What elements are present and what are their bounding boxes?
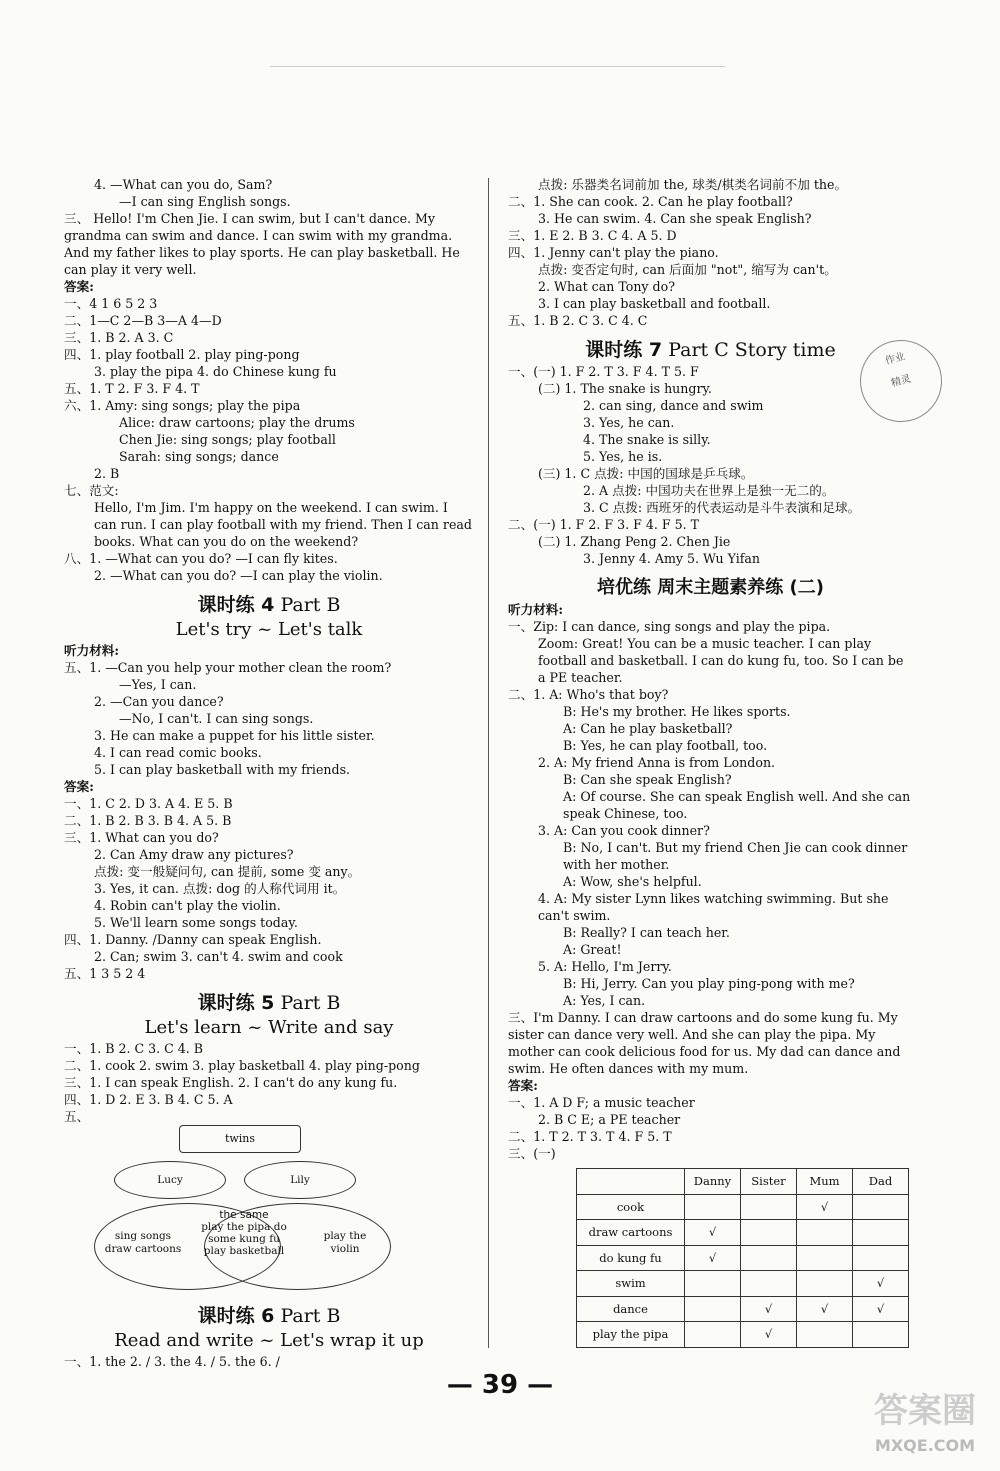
table-header-cell — [577, 1169, 685, 1195]
venn-diagram — [94, 1125, 424, 1295]
text-line: 五、1. T 2. F 3. F 4. T — [64, 381, 200, 396]
section-heading — [64, 990, 474, 1016]
table-row — [577, 1194, 909, 1220]
text-line: 二、1. T 2. T 3. T 4. F 5. T — [508, 1129, 672, 1144]
text-line: 2. Can Amy draw any pictures? — [94, 847, 294, 862]
text-line: 二、1. B 2. B 3. B 4. A 5. B — [64, 813, 232, 828]
text-line: 三、1. E 2. B 3. C 4. A 5. D — [508, 228, 677, 243]
text-line: 2. B C E; a PE teacher — [538, 1112, 681, 1127]
text-line: 五、1. B 2. C 3. C 4. C — [508, 313, 648, 328]
text-line: 听力材料: — [64, 643, 120, 658]
heading-en: Part B — [280, 1305, 341, 1327]
table-cell — [853, 1245, 909, 1271]
text-line: (三) 1. C 点拨: 中国的国球是乒乓球。 — [538, 466, 754, 481]
page-number: — 39 — — [446, 1370, 554, 1400]
paragraph: 三、I'm Danny. I can draw cartoons and do some kung fu. My sister can dance very well. And she can play the pipa. My mother can cook delicious food for us. My dad can dance and swim. He often dances with my mum. — [508, 1010, 901, 1076]
watermark-logo — [850, 1386, 1000, 1471]
heading-cn: 课时练 6 — [197, 1305, 275, 1327]
heading-en: Part C Story time — [668, 339, 836, 361]
table-cell — [853, 1220, 909, 1246]
table-row — [577, 1220, 909, 1246]
text-line: 3. Jenny 4. Amy 5. Wu Yifan — [583, 551, 761, 566]
table-header-cell: Mum — [797, 1169, 853, 1195]
paragraph: Hello, I'm Jim. I'm happy on the weekend. I can swim. I can run. I can play football with my friend. Then I can read books. What can you do on the weekend? — [94, 500, 472, 549]
text-line: 2. Can; swim 3. can't 4. swim and cook — [94, 949, 343, 964]
stamp-line1: 作业 — [884, 351, 907, 368]
section-subheading: Let's try ~ Let's talk — [175, 619, 363, 640]
text-line: 5. I can play basketball with my friends. — [94, 762, 351, 777]
watermark-small: MXQE.COM — [874, 1436, 976, 1455]
section-heading — [64, 592, 474, 618]
text-line: 三、1. B 2. A 3. C — [64, 330, 174, 345]
table-row — [577, 1245, 909, 1271]
text-line: 一、1. C 2. D 3. A 4. E 5. B — [64, 796, 233, 811]
section-heading — [64, 1303, 474, 1329]
heading-cn: 课时练 5 — [197, 992, 275, 1014]
table-cell: √ — [797, 1194, 853, 1220]
text-line: 二、1—C 2—B 3—A 4—D — [64, 313, 222, 328]
text-line: 五、1 3 5 2 4 — [64, 966, 146, 981]
text-line: 3. He can swim. 4. Can she speak English? — [538, 211, 812, 226]
table-cell: do kung fu — [577, 1245, 685, 1271]
text-line: A: Can he play basketball? — [563, 721, 733, 736]
table-row — [577, 1296, 909, 1322]
heading-cn: 课时练 4 — [197, 594, 275, 616]
table-cell: play the pipa — [577, 1322, 685, 1348]
table-cell — [797, 1245, 853, 1271]
table-cell — [741, 1245, 797, 1271]
text-line: 七、范文: — [64, 483, 119, 498]
venn-overlap — [199, 1209, 289, 1257]
paragraph: 三、 Hello! I'm Chen Jie. I can swim, but I can't dance. My grandma can swim and dance. I can swim with my grandma. And my father likes to play sports. He can play basketball. He can play it very well. — [64, 211, 460, 277]
right-column — [508, 176, 913, 1162]
text-line: 4. A: My sister Lynn likes watching swimming. But she can't swim. — [538, 891, 889, 923]
text-line: 3. play the pipa 4. do Chinese kung fu — [94, 364, 337, 379]
text-line: 二、(一) 1. F 2. F 3. F 4. F 5. T — [508, 517, 700, 532]
text-line: —Yes, I can. — [119, 677, 197, 692]
text-line: B: Really? I can teach her. — [563, 925, 730, 940]
text-line: A: Of course. She can speak English well. And she can speak Chinese, too. — [563, 789, 911, 821]
text-line: Alice: draw cartoons; play the drums — [119, 415, 355, 430]
text-line: B: Hi, Jerry. Can you play ping-pong with me? — [563, 976, 855, 991]
table-cell — [741, 1220, 797, 1246]
section-subheading: Read and write ~ Let's wrap it up — [114, 1330, 424, 1351]
text-line: 五、1. —Can you help your mother clean the room? — [64, 660, 392, 675]
table-header-cell: Dad — [853, 1169, 909, 1195]
heading-en: Part B — [280, 992, 341, 1014]
text-line: B: Can she speak English? — [563, 772, 732, 787]
text-line: 一、(一) 1. F 2. T 3. F 4. T 5. F — [508, 364, 699, 379]
text-line: 三、(一) — [508, 1146, 556, 1161]
text-line: 五、 — [64, 1109, 90, 1124]
table-row — [577, 1271, 909, 1297]
table-cell: draw cartoons — [577, 1220, 685, 1246]
text-line: —No, I can't. I can sing songs. — [119, 711, 314, 726]
venn-lucy: Lucy — [114, 1161, 226, 1199]
section-subheading: Let's learn ~ Write and say — [144, 1017, 394, 1038]
text-line: 六、1. Amy: sing songs; play the pipa — [64, 398, 301, 413]
table-cell — [685, 1296, 741, 1322]
text-line: 二、1. A: Who's that boy? — [508, 687, 669, 702]
text-line: 四、1. play football 2. play ping-pong — [64, 347, 300, 362]
text-line: 3. I can play basketball and football. — [538, 296, 771, 311]
table-cell: √ — [685, 1220, 741, 1246]
answer-heading: 答案: — [64, 779, 94, 794]
text-line: 2. —Can you dance? — [94, 694, 224, 709]
table-cell — [853, 1194, 909, 1220]
table-cell — [797, 1322, 853, 1348]
text-line: B: Yes, he can play football, too. — [563, 738, 768, 753]
text-line: 2. can sing, dance and swim — [583, 398, 764, 413]
text-line: Sarah: sing songs; dance — [119, 449, 279, 464]
text-line: 二、1. cook 2. swim 3. play basketball 4. play ping-pong — [64, 1058, 420, 1073]
text-line: 点拨: 乐器类名词前加 the, 球类/棋类名词前不加 the。 — [538, 177, 848, 192]
text-line: 2. —What can you do? —I can play the violin. — [94, 568, 383, 583]
text-line: 四、1. D 2. E 3. B 4. C 5. A — [64, 1092, 233, 1107]
venn-twins-box: twins — [179, 1125, 301, 1153]
table-header-row — [577, 1169, 909, 1195]
left-column — [64, 176, 474, 1370]
venn-right-text: play the violin — [323, 1230, 367, 1255]
text-line: 2. B — [94, 466, 120, 481]
text-line: 3. A: Can you cook dinner? — [538, 823, 710, 838]
text-line: 5. A: Hello, I'm Jerry. — [538, 959, 672, 974]
text-line: 4. The snake is silly. — [583, 432, 711, 447]
text-line: 3. Yes, he can. — [583, 415, 675, 430]
text-line: 5. Yes, he is. — [583, 449, 663, 464]
text-line: 4. —What can you do, Sam? — [94, 177, 273, 192]
answer-table — [576, 1168, 909, 1348]
table-cell — [741, 1194, 797, 1220]
table-cell — [741, 1271, 797, 1297]
table-cell: √ — [741, 1322, 797, 1348]
venn-same-text: play the pipa do some kung fu play basketball — [201, 1221, 287, 1257]
text-line: 一、Zip: I can dance, sing songs and play the pipa. — [508, 619, 831, 634]
text-line: 5. We'll learn some songs today. — [94, 915, 298, 930]
text-line: 点拨: 变否定句时, can 后面加 "not", 缩写为 can't。 — [538, 262, 837, 277]
text-line: —I can sing English songs. — [119, 194, 291, 209]
table-header-cell: Sister — [741, 1169, 797, 1195]
venn-left-text: sing songs draw cartoons — [104, 1230, 182, 1255]
table-cell: dance — [577, 1296, 685, 1322]
text-line: 四、1. Jenny can't play the piano. — [508, 245, 719, 260]
text-line: B: He's my brother. He likes sports. — [563, 704, 791, 719]
table-cell — [797, 1271, 853, 1297]
text-line: 一、1. the 2. / 3. the 4. / 5. the 6. / — [64, 1354, 280, 1369]
text-line: 四、1. Danny. /Danny can speak English. — [64, 932, 322, 947]
table-cell — [685, 1271, 741, 1297]
text-line: (二) 1. The snake is hungry. — [538, 381, 712, 396]
venn-same-title: the same — [219, 1209, 269, 1221]
column-divider — [488, 178, 489, 1348]
text-line: 2. What can Tony do? — [538, 279, 675, 294]
text-line: (二) 1. Zhang Peng 2. Chen Jie — [538, 534, 731, 549]
table-cell: cook — [577, 1194, 685, 1220]
text-line: 八、1. —What can you do? —I can fly kites. — [64, 551, 338, 566]
text-line: 点拨: 变一般疑问句, can 提前, some 变 any。 — [94, 864, 361, 879]
text-line: 2. A: My friend Anna is from London. — [538, 755, 776, 770]
text-line: 一、1. A D F; a music teacher — [508, 1095, 695, 1110]
text-line: 一、1. B 2. C 3. C 4. B — [64, 1041, 204, 1056]
text-line: A: Wow, she's helpful. — [563, 874, 702, 889]
paragraph: Zoom: Great! You can be a music teacher. I can play football and basketball. I can do kung fu, too. So I can be a PE teacher. — [538, 636, 904, 685]
text-line: 三、1. What can you do? — [64, 830, 219, 845]
table-row — [577, 1322, 909, 1348]
text-line: 二、1. She can cook. 2. Can he play football? — [508, 194, 793, 209]
text-line: 3. C 点拨: 西班牙的代表运动是斗牛表演和足球。 — [583, 500, 861, 515]
text-line: A: Great! — [563, 942, 622, 957]
section-heading-weekend: 培优练 周末主题素养练 (二) — [597, 577, 824, 598]
table-cell: √ — [685, 1245, 741, 1271]
table-header-cell: Danny — [685, 1169, 741, 1195]
text-line: 听力材料: — [508, 602, 564, 617]
text-line: A: Yes, I can. — [563, 993, 646, 1008]
text-line: 三、1. I can speak English. 2. I can't do any kung fu. — [64, 1075, 398, 1090]
table-cell: √ — [797, 1296, 853, 1322]
table-cell: √ — [741, 1296, 797, 1322]
table-cell: √ — [853, 1296, 909, 1322]
table-cell — [685, 1194, 741, 1220]
text-line: Chen Jie: sing songs; play football — [119, 432, 336, 447]
table-cell — [853, 1322, 909, 1348]
watermark-big: 答案圈 — [874, 1391, 976, 1431]
text-line: 3. Yes, it can. 点拨: dog 的人称代词用 it。 — [94, 881, 346, 896]
stamp-line2: 精灵 — [890, 373, 913, 390]
answer-heading: 答案: — [64, 279, 94, 294]
heading-cn: 课时练 7 — [585, 339, 663, 361]
table-cell — [797, 1220, 853, 1246]
answer-heading: 答案: — [508, 1078, 538, 1093]
text-line: 2. A 点拨: 中国功夫在世界上是独一无二的。 — [583, 483, 835, 498]
section-heading — [508, 337, 913, 363]
table-cell: √ — [853, 1271, 909, 1297]
text-line: 4. I can read comic books. — [94, 745, 262, 760]
heading-en: Part B — [280, 594, 341, 616]
table-cell — [685, 1322, 741, 1348]
text-line: 4. Robin can't play the violin. — [94, 898, 281, 913]
text-line: B: No, I can't. But my friend Chen Jie can cook dinner with her mother. — [563, 840, 908, 872]
venn-lily: Lily — [244, 1161, 356, 1199]
table-cell: swim — [577, 1271, 685, 1297]
text-line: 3. He can make a puppet for his little sister. — [94, 728, 375, 743]
top-rule — [270, 66, 725, 67]
text-line: 一、4 1 6 5 2 3 — [64, 296, 158, 311]
